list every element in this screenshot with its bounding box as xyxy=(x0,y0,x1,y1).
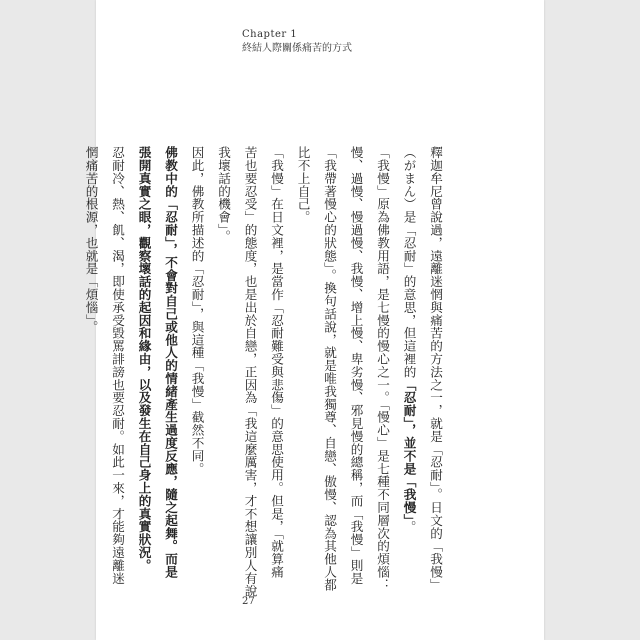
running-header xyxy=(242,28,352,56)
text-line-bold: 張開真實之眼，觀察壞話的起因和緣由，以及發生在自己身上的真實狀況。 xyxy=(136,146,152,572)
text-line: 忍耐冷、熱、飢、渴，即使承受毀罵誹謗也要忍耐。如此一來，才能夠遠離迷 xyxy=(110,146,125,585)
chapter-title: 終結人際關係痛苦的方式 xyxy=(242,43,352,54)
text-line: 慢、過慢、慢過慢、我慢、增上慢、卑劣慢、邪見慢的總稱，而「我慢」則是 xyxy=(348,146,364,585)
text-line: 比不上自己。 xyxy=(295,146,311,224)
text-line: 因此，佛教所描述的「忍耐」，與這種「我慢」截然不同。 xyxy=(189,146,205,476)
text-line: 「我慢」原為佛教用語，是七慢的慢心之一。「慢心」是七種不同層次的煩惱： xyxy=(375,146,390,592)
text-line: 「我帶著慢心的狀態」。換句話說，就是唯我獨尊、自戀、傲慢、認為其他人都 xyxy=(322,146,337,592)
bold-emphasis: 「忍耐」，並不是「我慢」 xyxy=(401,378,417,521)
page-number: 27 xyxy=(242,596,255,607)
text-line: 苦也要忍受」的態度，也是出於自戀，正因為「我這麼厲害，才不想讓別人有說 xyxy=(242,146,258,598)
text-line: （がまん）是「忍耐」的意思，但這裡的「忍耐」，並不是「我慢」。 xyxy=(401,146,417,534)
text-line: 我壞話的機會」。 xyxy=(216,146,231,243)
text-line: 釋迦牟尼曾說過，遠離迷惘與痛苦的方法之一，就是「忍耐」。日文的「我慢」 xyxy=(428,146,443,592)
text-line: 惘痛苦的根源，也就是「煩惱」。 xyxy=(83,146,99,334)
chapter-label: Chapter 1 xyxy=(242,29,298,40)
text-line: 「我慢」在日文裡，是當作「忍耐難受與悲傷」的意思使用。但是，「就算痛 xyxy=(269,146,284,579)
book-page xyxy=(83,0,544,640)
body-text xyxy=(77,146,448,598)
text-line-bold: 佛教中的「忍耐」，不會對自己或他人的情緒產生過度反應，隨之起舞。而是 xyxy=(163,146,178,579)
